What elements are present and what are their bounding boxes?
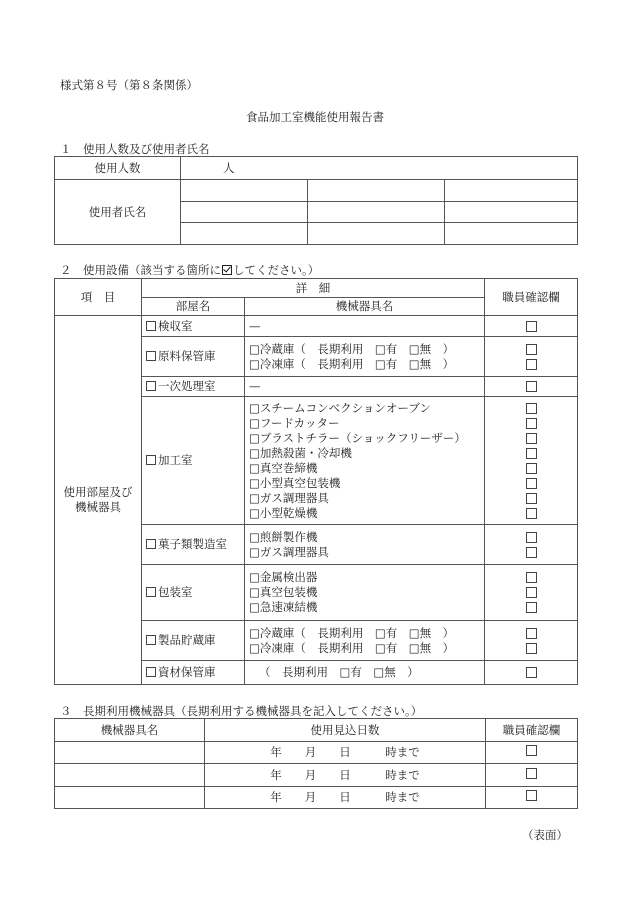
user-name-cell[interactable] <box>181 202 308 223</box>
confirm-cell <box>486 764 578 787</box>
col-confirm-header: 職員確認欄 <box>486 719 578 742</box>
confirm-checkbox[interactable] <box>526 643 537 654</box>
col-confirm-header: 職員確認欄 <box>485 279 578 316</box>
user-count-label: 使用人数 <box>55 157 181 180</box>
confirm-checkbox[interactable] <box>526 768 537 779</box>
checkbox[interactable] <box>146 587 156 597</box>
equipment-item: □煎餅製作機 <box>249 529 318 544</box>
equipment-item: □冷蔵庫（ 長期利用 □有 □無 ） <box>249 625 455 640</box>
equipment-item: □冷凍庫（ 長期利用 □有 □無 ） <box>249 640 455 655</box>
room-name: 加工室 <box>158 453 193 467</box>
user-name-cell[interactable] <box>308 202 445 223</box>
page-side-label: （表面） <box>522 828 568 842</box>
confirm-checkbox[interactable] <box>526 628 537 639</box>
equipment-item: □小型乾燥機 <box>249 505 318 520</box>
long-term-table <box>54 718 578 809</box>
confirm-checkbox[interactable] <box>526 508 537 519</box>
checkbox[interactable] <box>146 539 156 549</box>
checkbox[interactable] <box>146 667 156 677</box>
equipment-item: □真空巻締機 <box>249 460 318 475</box>
user-names-label: 使用者氏名 <box>55 180 181 245</box>
confirm-cell <box>485 661 578 685</box>
room-cell[interactable] <box>142 661 245 685</box>
equipment-cell <box>245 316 485 337</box>
confirm-checkbox[interactable] <box>526 547 537 558</box>
section2-heading-post: してください。） <box>233 263 320 277</box>
equipment-item: □金属検出器 <box>249 570 318 584</box>
confirm-checkbox[interactable] <box>526 403 537 414</box>
checkmark-icon <box>222 265 232 275</box>
room-name: 検収室 <box>158 318 193 333</box>
checkbox[interactable] <box>146 381 156 391</box>
equipment-item: □冷蔵庫（ 長期利用 □有 □無 ） <box>249 341 455 356</box>
confirm-cell <box>485 316 578 337</box>
room-cell[interactable] <box>142 565 245 621</box>
room-name: 製品貯蔵庫 <box>158 633 216 647</box>
equipment-item: □冷凍庫（ 長期利用 □有 □無 ） <box>249 356 455 371</box>
equipment-cell <box>245 621 485 661</box>
equipment-item: □小型真空包装機 <box>249 475 341 490</box>
confirm-cell <box>485 397 578 525</box>
checkbox[interactable] <box>146 321 156 331</box>
confirm-cell <box>486 787 578 809</box>
confirm-checkbox[interactable] <box>526 572 537 583</box>
col-room-header: 部屋名 <box>142 298 245 316</box>
room-cell[interactable] <box>142 377 245 397</box>
form-number: 様式第８号（第８条関係） <box>60 78 198 92</box>
equipment-item: □真空包装機 <box>249 585 318 599</box>
document-title: 食品加工室機能使用報告書 <box>246 110 384 124</box>
section3-heading: ３ 長期利用機械器具（長期利用する機械器具を記入してください。） <box>60 704 423 718</box>
room-name: 一次処理室 <box>158 379 216 393</box>
confirm-checkbox[interactable] <box>526 381 537 392</box>
confirm-checkbox[interactable] <box>526 493 537 504</box>
confirm-checkbox[interactable] <box>526 602 537 613</box>
section1-heading: １ 使用人数及び使用者氏名 <box>60 142 210 156</box>
confirm-checkbox[interactable] <box>526 463 537 474</box>
confirm-cell <box>485 337 578 377</box>
equipment-item: □急速凍結機 <box>249 600 318 614</box>
confirm-cell <box>485 377 578 397</box>
equipment-cell <box>245 565 485 621</box>
confirm-checkbox[interactable] <box>526 448 537 459</box>
room-name: 資材保管庫 <box>158 665 216 679</box>
confirm-cell <box>485 565 578 621</box>
equipment-item: □加熱殺菌・冷却機 <box>249 445 352 460</box>
equipment-cell <box>245 525 485 565</box>
col-period-header: 使用見込日数 <box>205 719 486 742</box>
confirm-checkbox[interactable] <box>526 667 537 678</box>
users-table <box>54 156 578 245</box>
room-name: 原料保管庫 <box>158 349 216 363</box>
confirm-checkbox[interactable] <box>526 478 537 489</box>
confirm-cell <box>486 742 578 764</box>
confirm-cell <box>485 621 578 661</box>
period-cell[interactable]: 年 月 日 時まで <box>205 742 486 764</box>
room-cell[interactable] <box>142 316 245 337</box>
checkbox[interactable] <box>146 351 156 361</box>
user-name-cell[interactable] <box>445 180 578 202</box>
confirm-checkbox[interactable] <box>526 587 537 598</box>
confirm-checkbox[interactable] <box>526 433 537 444</box>
user-name-cell[interactable] <box>308 223 445 245</box>
equipment-item: □ガス調理器具 <box>249 544 329 559</box>
checkbox[interactable] <box>146 635 156 645</box>
equipment-item: □ブラストチラー（ショックフリーザー） <box>249 430 466 445</box>
col-name-header: 機械器具名 <box>55 719 205 742</box>
user-name-cell[interactable] <box>181 180 308 202</box>
period-cell[interactable]: 年 月 日 時まで <box>205 764 486 787</box>
period-cell[interactable]: 年 月 日 時まで <box>205 787 486 809</box>
user-name-cell[interactable] <box>308 180 445 202</box>
confirm-checkbox[interactable] <box>526 790 537 801</box>
checkbox[interactable] <box>146 455 156 465</box>
room-cell[interactable] <box>142 337 245 377</box>
equipment-item: — <box>249 318 261 333</box>
equipment-name-cell[interactable] <box>55 764 205 787</box>
equipment-cell <box>245 661 485 685</box>
col-detail-header: 詳 細 <box>142 279 485 298</box>
confirm-cell <box>485 525 578 565</box>
confirm-checkbox[interactable] <box>526 418 537 429</box>
confirm-checkbox[interactable] <box>526 745 537 756</box>
col-item-header: 項 目 <box>55 279 142 316</box>
usage-row-label <box>55 316 142 685</box>
confirm-checkbox[interactable] <box>526 321 537 332</box>
user-count-unit: 人 <box>181 157 578 180</box>
usage-row-label-line2: 機械器具 <box>75 500 121 514</box>
confirm-checkbox[interactable] <box>526 344 537 355</box>
equipment-cell <box>245 377 485 397</box>
col-equipment-header: 機械器具名 <box>245 298 485 316</box>
section2-heading <box>60 262 319 278</box>
equipment-name-cell[interactable] <box>55 787 205 809</box>
user-name-cell[interactable] <box>445 202 578 223</box>
equipment-item: □フードカッター <box>249 415 340 430</box>
user-name-cell[interactable] <box>181 223 308 245</box>
room-name: 包装室 <box>158 585 193 599</box>
equipment-item: — <box>249 379 261 393</box>
room-name: 菓子類製造室 <box>158 537 227 551</box>
room-cell[interactable] <box>142 525 245 565</box>
equipment-item: （ 長期利用 □有 □無 ） <box>259 665 419 679</box>
user-name-cell[interactable] <box>445 223 578 245</box>
equipment-table <box>54 278 578 685</box>
room-cell[interactable] <box>142 397 245 525</box>
confirm-checkbox[interactable] <box>526 359 537 370</box>
confirm-checkbox[interactable] <box>526 532 537 543</box>
equipment-cell <box>245 397 485 525</box>
equipment-item: □スチームコンベクションオーブン <box>249 400 431 415</box>
room-cell[interactable] <box>142 621 245 661</box>
equipment-item: □ガス調理器具 <box>249 490 329 505</box>
equipment-cell <box>245 337 485 377</box>
section2-heading-pre: ２ 使用設備（該当する箇所に <box>60 263 221 277</box>
equipment-name-cell[interactable] <box>55 742 205 764</box>
usage-row-label-line1: 使用部屋及び <box>63 485 133 499</box>
